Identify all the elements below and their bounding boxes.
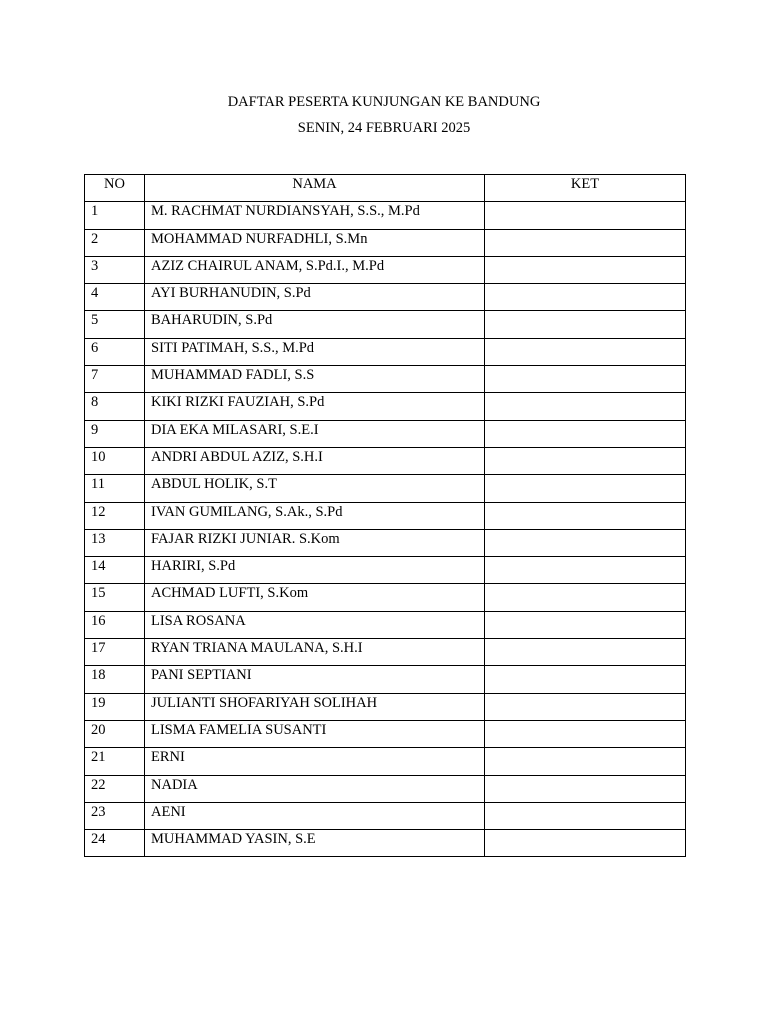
row-remarks-cell — [485, 202, 686, 229]
row-number-cell: 5 — [85, 311, 145, 338]
row-name-cell: ACHMAD LUFTI, S.Kom — [145, 584, 485, 611]
table-body — [85, 202, 686, 857]
table-row — [85, 502, 686, 529]
row-number-cell: 20 — [85, 720, 145, 747]
table-row — [85, 557, 686, 584]
row-name-cell: SITI PATIMAH, S.S., M.Pd — [145, 338, 485, 365]
row-number-cell: 12 — [85, 502, 145, 529]
row-number-cell: 7 — [85, 366, 145, 393]
row-remarks-cell — [485, 338, 686, 365]
document-date: SENIN, 24 FEBRUARI 2025 — [297, 120, 471, 136]
table-row — [85, 639, 686, 666]
table-row — [85, 584, 686, 611]
row-name-cell: HARIRI, S.Pd — [145, 557, 485, 584]
table-row — [85, 693, 686, 720]
row-number-cell: 1 — [85, 202, 145, 229]
row-name-cell: ERNI — [145, 748, 485, 775]
row-number-cell: 9 — [85, 420, 145, 447]
row-remarks-cell — [485, 256, 686, 283]
table-row — [85, 720, 686, 747]
row-number-cell: 3 — [85, 256, 145, 283]
row-number-cell: 13 — [85, 529, 145, 556]
row-remarks-cell — [485, 475, 686, 502]
row-remarks-cell — [485, 502, 686, 529]
header-nama: NAMA — [145, 175, 485, 202]
row-name-cell: JULIANTI SHOFARIYAH SOLIHAH — [145, 693, 485, 720]
row-remarks-cell — [485, 420, 686, 447]
row-remarks-cell — [485, 366, 686, 393]
row-name-cell: LISMA FAMELIA SUSANTI — [145, 720, 485, 747]
table-row — [85, 748, 686, 775]
row-number-cell: 14 — [85, 557, 145, 584]
row-remarks-cell — [485, 720, 686, 747]
row-name-cell: MUHAMMAD YASIN, S.E — [145, 830, 485, 857]
row-number-cell: 22 — [85, 775, 145, 802]
row-number-cell: 10 — [85, 447, 145, 474]
participant-table — [84, 174, 686, 857]
table-row — [85, 366, 686, 393]
table-row — [85, 666, 686, 693]
row-name-cell: MUHAMMAD FADLI, S.S — [145, 366, 485, 393]
row-name-cell: DIA EKA MILASARI, S.E.I — [145, 420, 485, 447]
row-remarks-cell — [485, 748, 686, 775]
row-name-cell: PANI SEPTIANI — [145, 666, 485, 693]
table-row — [85, 802, 686, 829]
table-row — [85, 775, 686, 802]
table-row — [85, 611, 686, 638]
row-remarks-cell — [485, 393, 686, 420]
row-name-cell: ABDUL HOLIK, S.T — [145, 475, 485, 502]
row-name-cell: AYI BURHANUDIN, S.Pd — [145, 284, 485, 311]
row-name-cell: ANDRI ABDUL AZIZ, S.H.I — [145, 447, 485, 474]
row-remarks-cell — [485, 311, 686, 338]
row-number-cell: 11 — [85, 475, 145, 502]
row-name-cell: FAJAR RIZKI JUNIAR. S.Kom — [145, 529, 485, 556]
row-remarks-cell — [485, 447, 686, 474]
row-name-cell: AZIZ CHAIRUL ANAM, S.Pd.I., M.Pd — [145, 256, 485, 283]
table-row — [85, 229, 686, 256]
header-ket: KET — [485, 175, 686, 202]
row-remarks-cell — [485, 775, 686, 802]
row-name-cell: MOHAMMAD NURFADHLI, S.Mn — [145, 229, 485, 256]
row-remarks-cell — [485, 611, 686, 638]
table-row — [85, 284, 686, 311]
row-name-cell: IVAN GUMILANG, S.Ak., S.Pd — [145, 502, 485, 529]
row-name-cell: M. RACHMAT NURDIANSYAH, S.S., M.Pd — [145, 202, 485, 229]
row-number-cell: 18 — [85, 666, 145, 693]
table-row — [85, 420, 686, 447]
row-number-cell: 8 — [85, 393, 145, 420]
table-row — [85, 830, 686, 857]
row-remarks-cell — [485, 639, 686, 666]
table-row — [85, 447, 686, 474]
row-number-cell: 15 — [85, 584, 145, 611]
row-name-cell: BAHARUDIN, S.Pd — [145, 311, 485, 338]
row-number-cell: 16 — [85, 611, 145, 638]
row-remarks-cell — [485, 802, 686, 829]
table-row — [85, 338, 686, 365]
row-name-cell: NADIA — [145, 775, 485, 802]
row-number-cell: 4 — [85, 284, 145, 311]
row-remarks-cell — [485, 830, 686, 857]
table-row — [85, 393, 686, 420]
table-row — [85, 529, 686, 556]
row-remarks-cell — [485, 284, 686, 311]
row-remarks-cell — [485, 557, 686, 584]
table-row — [85, 311, 686, 338]
row-remarks-cell — [485, 529, 686, 556]
row-name-cell: AENI — [145, 802, 485, 829]
row-name-cell: KIKI RIZKI FAUZIAH, S.Pd — [145, 393, 485, 420]
table-row — [85, 202, 686, 229]
row-number-cell: 19 — [85, 693, 145, 720]
row-number-cell: 2 — [85, 229, 145, 256]
row-remarks-cell — [485, 693, 686, 720]
row-name-cell: RYAN TRIANA MAULANA, S.H.I — [145, 639, 485, 666]
table-row — [85, 475, 686, 502]
row-remarks-cell — [485, 229, 686, 256]
header-no: NO — [85, 175, 145, 202]
row-remarks-cell — [485, 584, 686, 611]
row-number-cell: 23 — [85, 802, 145, 829]
row-name-cell: LISA ROSANA — [145, 611, 485, 638]
row-number-cell: 21 — [85, 748, 145, 775]
document-title: DAFTAR PESERTA KUNJUNGAN KE BANDUNG — [227, 94, 541, 110]
table-header-row — [85, 175, 686, 202]
row-number-cell: 24 — [85, 830, 145, 857]
row-number-cell: 6 — [85, 338, 145, 365]
row-number-cell: 17 — [85, 639, 145, 666]
table-row — [85, 256, 686, 283]
row-remarks-cell — [485, 666, 686, 693]
